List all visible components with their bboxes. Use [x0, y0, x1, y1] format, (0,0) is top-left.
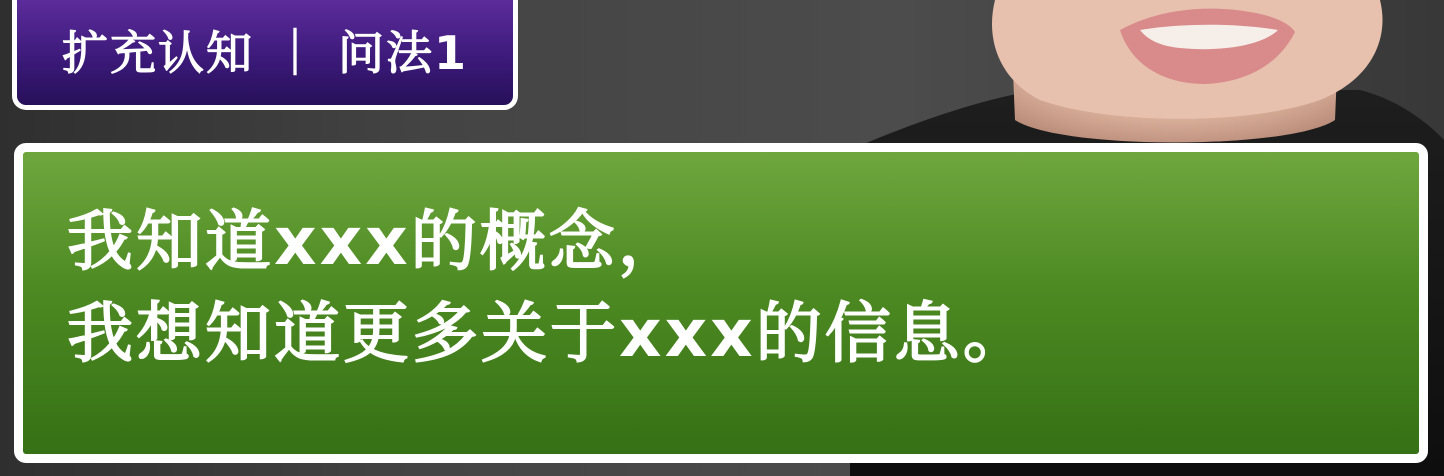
caption-line-2: 我想知道更多关于xxx的信息。: [67, 295, 1032, 372]
section-badge: [12, 0, 518, 110]
section-badge-label: 扩充认知 ｜ 问法1: [61, 25, 469, 80]
subtitle-caption-box: [14, 143, 1428, 463]
caption-line-1: 我知道xxx的概念，: [67, 203, 687, 280]
